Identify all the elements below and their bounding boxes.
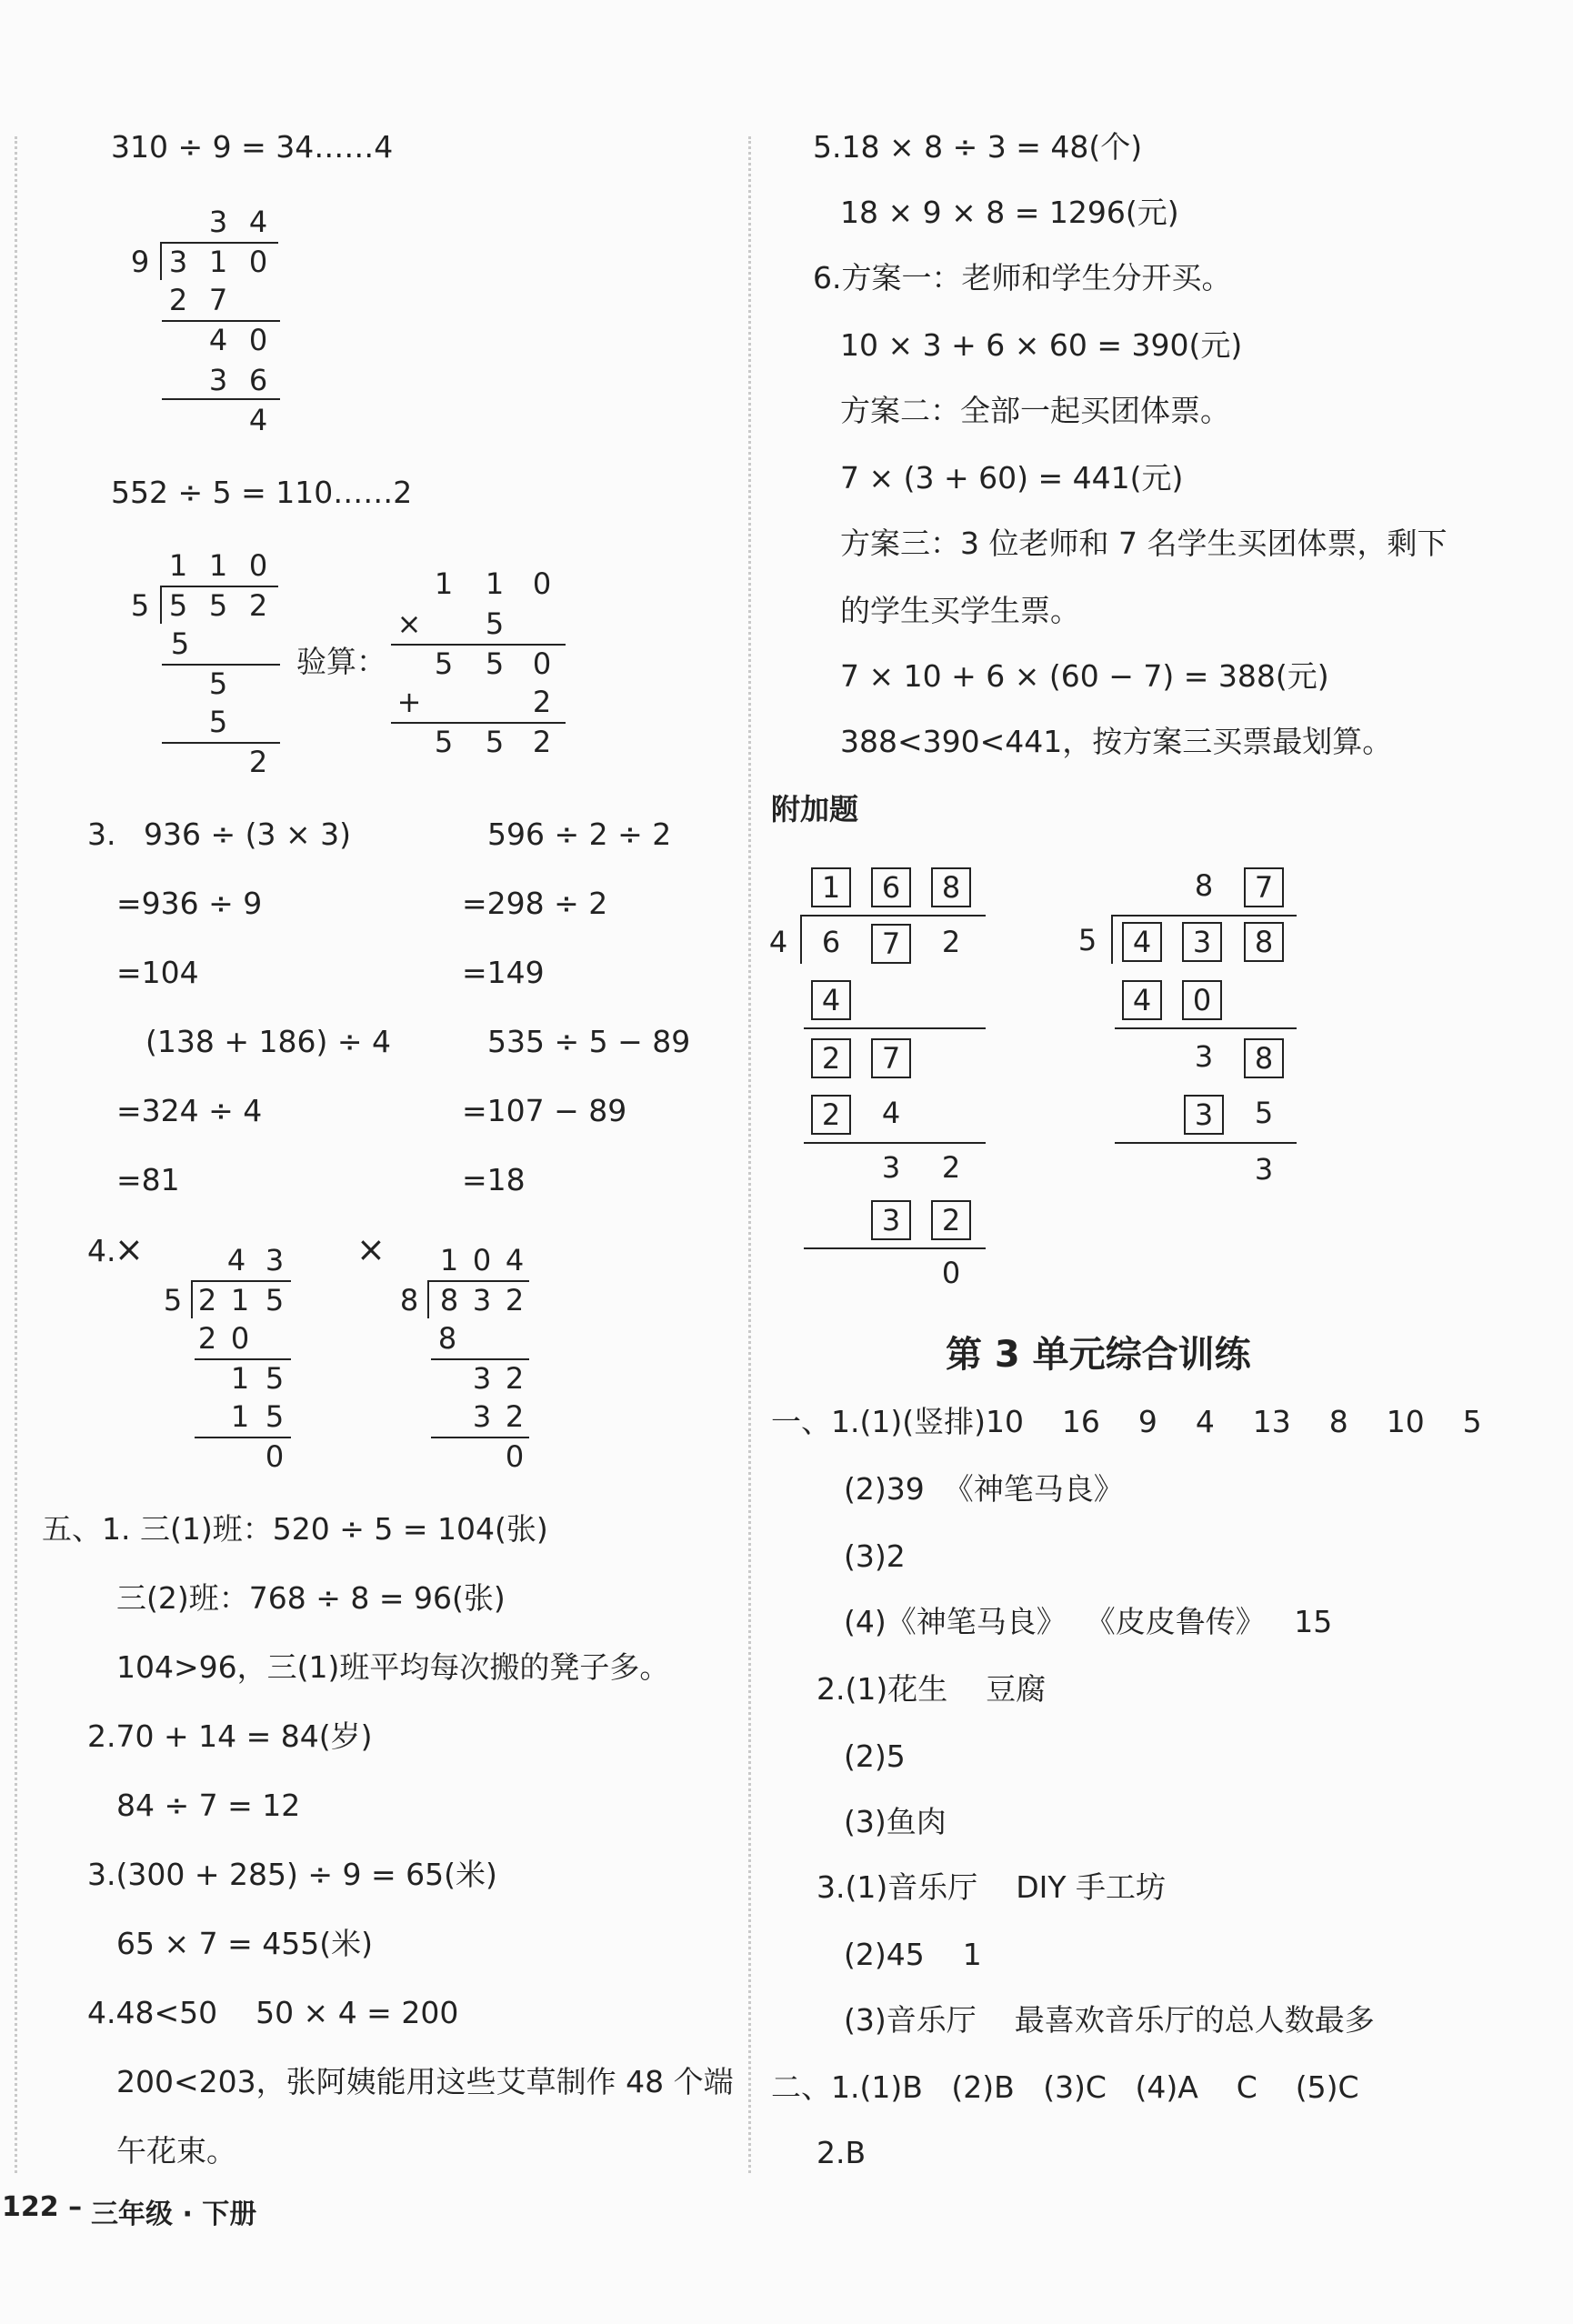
remainder: 0 bbox=[505, 1439, 525, 1474]
answer-line: 2.B bbox=[817, 2135, 867, 2170]
answer-line: 3.(1)音乐厅 DIY 手工坊 bbox=[817, 1869, 1166, 1905]
quotient-digit: 0 bbox=[248, 548, 268, 583]
dividend-digit: 0 bbox=[248, 245, 268, 279]
step-digit: 2 bbox=[505, 1399, 525, 1434]
answer-box: 4 bbox=[1122, 980, 1162, 1020]
answer-box: 4 bbox=[1122, 922, 1162, 962]
answer-box: 2 bbox=[811, 1038, 851, 1078]
answer-line: (2)39 《神笔马良》 bbox=[844, 1471, 1124, 1507]
quotient-digit: 1 bbox=[168, 548, 188, 583]
answer-line: (2)5 bbox=[844, 1738, 906, 1774]
step-digit: 1 bbox=[230, 1399, 250, 1434]
answer-line: (3)2 bbox=[844, 1538, 906, 1574]
dividend-digit: 1 bbox=[208, 245, 228, 279]
answer-line: 84 ÷ 7 = 12 bbox=[116, 1788, 301, 1823]
dividend-digit: 3 bbox=[472, 1283, 492, 1317]
answer-line: 午花束。 bbox=[116, 2133, 236, 2169]
digit: 1 bbox=[485, 566, 505, 601]
step-digit: 5 bbox=[208, 705, 228, 739]
multiply-sign: × bbox=[396, 606, 422, 641]
step-digit: 6 bbox=[248, 363, 268, 397]
dividend-digit: 6 bbox=[821, 925, 841, 959]
divisor: 5 bbox=[1077, 923, 1097, 957]
quotient-digit: 0 bbox=[472, 1243, 492, 1277]
answer-box: 8 bbox=[931, 867, 971, 907]
digit: 2 bbox=[532, 725, 552, 759]
calc-step: =149 bbox=[462, 955, 545, 990]
quotient-digit: 4 bbox=[248, 205, 268, 239]
step-digit: 5 bbox=[265, 1361, 285, 1396]
dividend-digit: 8 bbox=[439, 1283, 459, 1317]
column-divider bbox=[748, 136, 751, 2173]
step-digit: 4 bbox=[208, 323, 228, 357]
divisor: 5 bbox=[163, 1283, 183, 1317]
step-line bbox=[1115, 1027, 1297, 1029]
answer-line: 5.18 × 8 ÷ 3 = 48(个) bbox=[813, 129, 1143, 165]
remainder: 3 bbox=[1254, 1152, 1274, 1187]
answer-box: 6 bbox=[871, 867, 911, 907]
calc-step: =936 ÷ 9 bbox=[116, 886, 263, 921]
step-digit: 3 bbox=[1194, 1039, 1214, 1074]
step-digit: 3 bbox=[208, 363, 228, 397]
unit-3-title: 第 3 单元综合训练 bbox=[946, 1334, 1251, 1376]
step-digit: 5 bbox=[170, 626, 190, 661]
step-digit: 5 bbox=[1254, 1096, 1274, 1130]
left-margin-rule bbox=[15, 136, 17, 2173]
digit: 5 bbox=[485, 725, 505, 759]
answer-line: 65 × 7 = 455(米) bbox=[116, 1926, 373, 1961]
dividend-digit: 5 bbox=[265, 1283, 285, 1317]
digit: 5 bbox=[434, 646, 454, 681]
answer-box: 2 bbox=[811, 1095, 851, 1135]
answer-line: (3)音乐厅 最喜欢音乐厅的总人数最多 bbox=[844, 2002, 1375, 2038]
division-bar bbox=[800, 915, 986, 917]
remainder: 0 bbox=[941, 1256, 961, 1290]
quotient-digit: 4 bbox=[226, 1243, 246, 1277]
step-digit: 2 bbox=[505, 1361, 525, 1396]
answer-line: 200<203，张阿姨能用这些艾草制作 48 个端 bbox=[116, 2064, 734, 2099]
answer-line: (4)《神笔马良》 《皮皮鲁传》 15 bbox=[844, 1604, 1333, 1639]
quotient-digit: 8 bbox=[1194, 868, 1214, 903]
answer-line: 二、1.(1)B (2)B (3)C (4)A C (5)C bbox=[771, 2069, 1359, 2105]
step-digit: 5 bbox=[208, 666, 228, 701]
calc-step: =298 ÷ 2 bbox=[462, 886, 608, 921]
extra-question-heading: 附加题 bbox=[771, 792, 859, 826]
step-digit: 3 bbox=[472, 1399, 492, 1434]
dividend-digit: 2 bbox=[248, 588, 268, 623]
calc-step: =324 ÷ 4 bbox=[116, 1093, 263, 1128]
digit: 5 bbox=[434, 725, 454, 759]
question-number: 3. bbox=[87, 816, 116, 852]
answer-box: 4 bbox=[811, 980, 851, 1020]
step-line bbox=[1115, 1142, 1297, 1144]
answer-box: 8 bbox=[1244, 922, 1284, 962]
digit: 5 bbox=[485, 646, 505, 681]
dividend-digit: 1 bbox=[230, 1283, 250, 1317]
wrong-mark-icon: × bbox=[356, 1229, 386, 1269]
answer-line: 7 × (3 + 60) = 441(元) bbox=[840, 460, 1184, 496]
answer-line: 一、1.(1)(竖排)10 16 9 4 13 8 10 5 bbox=[771, 1404, 1482, 1439]
remainder: 2 bbox=[248, 745, 268, 779]
answer-line: 方案二：全部一起买团体票。 bbox=[840, 393, 1230, 428]
quotient-digit: 1 bbox=[208, 548, 228, 583]
dividend-digit: 2 bbox=[505, 1283, 525, 1317]
dividend-digit: 2 bbox=[197, 1283, 217, 1317]
answer-line: 方案三：3 位老师和 7 名学生买团体票，剩下 bbox=[840, 526, 1448, 561]
step-digit: 2 bbox=[197, 1321, 217, 1356]
divisor: 4 bbox=[768, 925, 788, 959]
answer-line: 三(2)班：768 ÷ 8 = 96(张) bbox=[116, 1580, 506, 1616]
division-bracket bbox=[800, 917, 802, 964]
digit: 5 bbox=[485, 606, 505, 641]
answer-box: 1 bbox=[811, 867, 851, 907]
calc-step: (138 + 186) ÷ 4 bbox=[145, 1024, 391, 1059]
calc-step: =81 bbox=[116, 1162, 180, 1197]
step-digit: 5 bbox=[265, 1399, 285, 1434]
answer-line: 10 × 3 + 6 × 60 = 390(元) bbox=[840, 327, 1243, 363]
answer-box: 0 bbox=[1182, 980, 1222, 1020]
calc-step: 936 ÷ (3 × 3) bbox=[144, 816, 351, 852]
wrong-mark-icon: × bbox=[115, 1229, 144, 1269]
dividend-digit: 2 bbox=[941, 925, 961, 959]
step-digit: 0 bbox=[248, 323, 268, 357]
answer-box: 7 bbox=[871, 924, 911, 964]
calc-step: =18 bbox=[462, 1162, 526, 1197]
step-digit: 1 bbox=[230, 1361, 250, 1396]
digit: 0 bbox=[532, 566, 552, 601]
step-line bbox=[804, 1142, 986, 1144]
digit: 2 bbox=[532, 685, 552, 719]
step-digit: 2 bbox=[168, 283, 188, 317]
step-line bbox=[162, 398, 280, 400]
step-line bbox=[804, 1027, 986, 1029]
answer-line: 104>96，三(1)班平均每次搬的凳子多。 bbox=[116, 1649, 670, 1685]
answer-line: 2.(1)花生 豆腐 bbox=[817, 1671, 1047, 1707]
grade-label: 三年级 · 下册 bbox=[91, 2199, 257, 2230]
answer-line: 2.70 + 14 = 84(岁) bbox=[87, 1718, 373, 1754]
answer-box: 8 bbox=[1244, 1038, 1284, 1078]
answer-line: (2)45 1 bbox=[844, 1937, 982, 1972]
calc-step: =104 bbox=[116, 955, 199, 990]
answer-line: 4.48<50 50 × 4 = 200 bbox=[87, 1995, 459, 2030]
answer-line: (3)鱼肉 bbox=[844, 1804, 947, 1839]
division-bar bbox=[1111, 915, 1297, 917]
answer-box: 7 bbox=[1244, 867, 1284, 907]
remainder: 0 bbox=[265, 1439, 285, 1474]
quotient-digit: 1 bbox=[439, 1243, 459, 1277]
digit: 1 bbox=[434, 566, 454, 601]
question-number: 4. bbox=[87, 1233, 116, 1268]
division-bracket bbox=[1111, 917, 1113, 964]
divisor: 5 bbox=[130, 588, 150, 623]
calc-step: =107 − 89 bbox=[462, 1093, 627, 1128]
dividend-digit: 3 bbox=[168, 245, 188, 279]
step-digit: 8 bbox=[437, 1321, 457, 1356]
step-digit: 7 bbox=[208, 283, 228, 317]
divisor: 9 bbox=[130, 245, 150, 279]
answer-box: 3 bbox=[1182, 922, 1222, 962]
divisor: 8 bbox=[399, 1283, 419, 1317]
quotient-digit: 3 bbox=[208, 205, 228, 239]
answer-box: 3 bbox=[871, 1200, 911, 1240]
answer-line: 五、1. 三(1)班：520 ÷ 5 = 104(张) bbox=[42, 1511, 548, 1547]
answer-line: 3.(300 + 285) ÷ 9 = 65(米) bbox=[87, 1857, 497, 1892]
step-digit: 3 bbox=[472, 1361, 492, 1396]
answer-box: 3 bbox=[1184, 1095, 1224, 1135]
answer-line: 6.方案一：老师和学生分开买。 bbox=[813, 260, 1232, 296]
digit: 0 bbox=[532, 646, 552, 681]
step-digit: 2 bbox=[941, 1150, 961, 1185]
answer-line: 的学生买学生票。 bbox=[840, 593, 1080, 628]
quotient-digit: 4 bbox=[505, 1243, 525, 1277]
equation-310-div-9: 310 ÷ 9 = 34……4 bbox=[111, 129, 394, 165]
step-digit: 3 bbox=[881, 1150, 901, 1185]
answer-line: 18 × 9 × 8 = 1296(元) bbox=[840, 195, 1179, 230]
calc-step: 596 ÷ 2 ÷ 2 bbox=[487, 816, 672, 852]
step-digit: 4 bbox=[881, 1096, 901, 1130]
step-digit: 0 bbox=[230, 1321, 250, 1356]
step-line bbox=[804, 1247, 986, 1249]
check-label: 验算： bbox=[296, 644, 386, 679]
calc-step: 535 ÷ 5 − 89 bbox=[487, 1024, 691, 1059]
dividend-digit: 5 bbox=[208, 588, 228, 623]
answer-box: 7 bbox=[871, 1038, 911, 1078]
quotient-digit: 3 bbox=[265, 1243, 285, 1277]
equation-552-div-5: 552 ÷ 5 = 110……2 bbox=[111, 475, 413, 510]
remainder: 4 bbox=[248, 403, 268, 437]
page-number: 122 – bbox=[2, 2191, 83, 2223]
dividend-digit: 5 bbox=[168, 588, 188, 623]
answer-box: 2 bbox=[931, 1200, 971, 1240]
plus-sign: + bbox=[396, 685, 422, 719]
answer-line: 388<390<441，按方案三买票最划算。 bbox=[840, 724, 1393, 759]
answer-line: 7 × 10 + 6 × (60 − 7) = 388(元) bbox=[840, 658, 1329, 694]
